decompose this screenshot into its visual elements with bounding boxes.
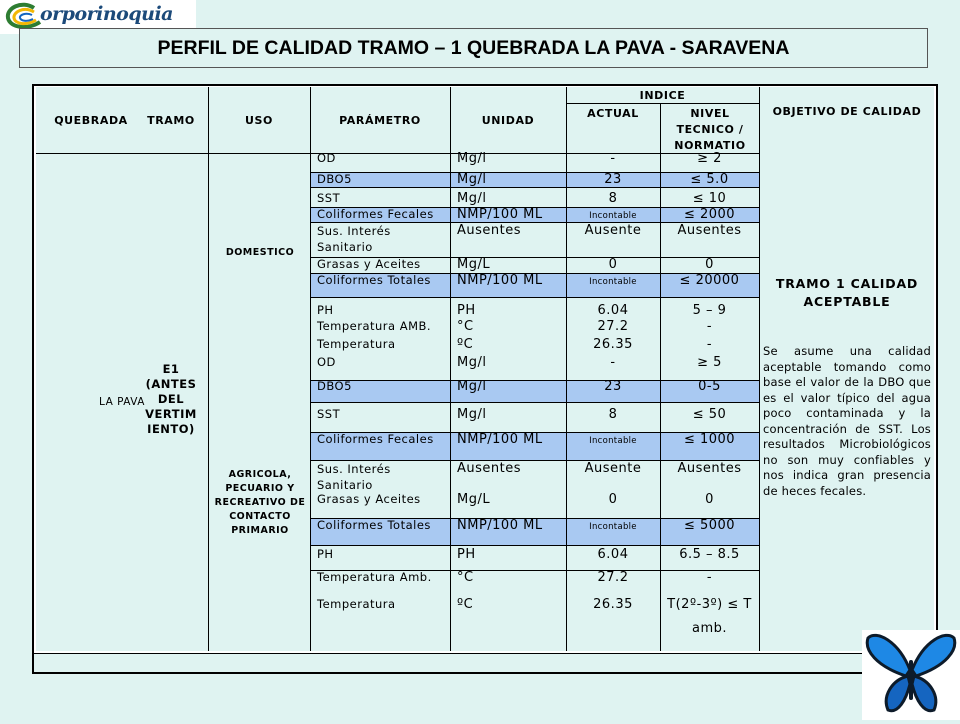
cell-param: Grasas y Aceites [317, 492, 421, 506]
cell-nivel: 0 [705, 492, 714, 507]
cell-unit: Mg/l [457, 151, 487, 166]
cell-unit: PH [457, 547, 476, 562]
cell-nivel: 0-5 [698, 379, 721, 394]
header-nivel: NIVEL TECNICO / NORMATIO [674, 107, 746, 152]
cell-unit: NMP/100 ML [457, 207, 543, 222]
bottom-strip [34, 653, 936, 672]
cell-unit: NMP/100 ML [457, 518, 543, 533]
cell-unit: Mg/l [457, 172, 487, 187]
cell-unit: Ausentes [457, 223, 522, 238]
cell-nivel: 5 – 9 [692, 303, 727, 318]
cell-unit: Mg/L [457, 492, 491, 507]
cell-nivel: ≤ 5000 [683, 518, 736, 533]
cell-param: Grasas y Aceites [317, 257, 421, 271]
cell-param: Coliformes Fecales [317, 432, 434, 446]
cell-actual: 8 [608, 191, 618, 206]
cell-param: Coliformes Totales [317, 518, 431, 532]
header-indice: INDICE [639, 89, 686, 102]
cell-param: Coliformes Totales [317, 273, 431, 287]
cell-unit: Mg/l [457, 379, 487, 394]
cell-actual: 26.35 [593, 337, 633, 352]
cell-actual: Incontable [589, 211, 637, 221]
cell-unit: NMP/100 ML [457, 273, 543, 288]
cell-unit: °C [457, 319, 474, 334]
uso-domestico: DOMESTICO [225, 247, 295, 258]
cell-param: SST [317, 191, 341, 205]
cell-nivel: Ausentes [677, 461, 742, 476]
objetivo-note: Se asume una calidad aceptable tomando como base el valor de la DBO que es el valor típico del agua poco contaminada y la concentración de SST. Los resultados Microbiológicos no son muy confiables y nos indica gran presencia de heces fecales. [763, 344, 931, 498]
header-quebrada: QUEBRADA [54, 114, 128, 127]
cell-param: Temperatura AMB. [317, 319, 432, 333]
quality-table [32, 84, 938, 674]
cell-actual: 0 [608, 492, 618, 507]
cell-unit: Mg/l [457, 355, 487, 370]
cell-actual: Incontable [589, 277, 637, 287]
cell-nivel: ≤ 20000 [679, 273, 740, 288]
cell-nivel: ≥ 2 [697, 151, 722, 166]
cell-actual: 23 [604, 172, 622, 187]
cell-nivel: ≤ 1000 [683, 432, 736, 447]
cell-param: Sus. Interés Sanitario [317, 462, 391, 492]
cell-actual: - [610, 151, 616, 166]
cell-nivel: 0 [705, 257, 714, 272]
objetivo-heading: TRAMO 1 CALIDAD ACEPTABLE [775, 276, 919, 309]
cell-unit: Mg/l [457, 407, 487, 422]
cell-unit: ºC [457, 337, 474, 352]
cell-param: PH [317, 547, 334, 561]
cell-param: DBO5 [317, 172, 352, 186]
cell-actual: 8 [608, 407, 618, 422]
cell-actual: 0 [608, 257, 618, 272]
cell-param: OD [317, 355, 336, 369]
cell-nivel: T(2º-3º) ≤ T amb. [667, 597, 752, 636]
cell-nivel: ≤ 2000 [683, 207, 736, 222]
header-unidad: UNIDAD [481, 114, 535, 127]
tramo-value: E1 (ANTES DEL VERTIM IENTO) [145, 362, 197, 436]
cell-param: Temperatura [317, 597, 396, 611]
cell-param: OD [317, 151, 336, 165]
cell-actual: 23 [604, 379, 622, 394]
header-uso: USO [244, 114, 273, 127]
butterfly-icon [862, 630, 960, 720]
header-parametro: PARÁMETRO [339, 114, 421, 127]
cell-nivel: ≤ 10 [692, 191, 727, 206]
header-actual: ACTUAL [587, 107, 639, 120]
cell-param: Temperatura Amb. [317, 570, 432, 584]
cell-actual: Incontable [589, 522, 637, 532]
cell-actual: 27.2 [597, 319, 629, 334]
page-title: PERFIL DE CALIDAD TRAMO – 1 QUEBRADA LA PAVA - SARAVENA [157, 36, 790, 59]
header-objetivo: OBJETIVO DE CALIDAD [772, 105, 922, 118]
cell-nivel: Ausentes [677, 223, 742, 238]
cell-nivel: - [706, 570, 713, 585]
header-tramo: TRAMO [147, 114, 195, 127]
cell-actual: 6.04 [597, 547, 629, 562]
cell-param: Sus. Interés Sanitario [317, 224, 391, 254]
cell-nivel: 6.5 – 8.5 [679, 547, 740, 562]
cell-unit: NMP/100 ML [457, 432, 543, 447]
cell-nivel: ≤ 50 [692, 407, 727, 422]
cell-actual: Ausente [584, 461, 642, 476]
uso-agricola: AGRICOLA, PECUARIO Y RECREATIVO DE CONTACTO PRIMARIO [214, 469, 306, 536]
cell-actual: 27.2 [597, 570, 629, 585]
cell-unit: Mg/L [457, 257, 491, 272]
cell-actual: Ausente [584, 223, 642, 238]
cell-param: DBO5 [317, 379, 352, 393]
title-box [19, 28, 928, 68]
cell-nivel: - [706, 337, 713, 352]
cell-actual: 26.35 [593, 597, 633, 612]
cell-unit: Ausentes [457, 461, 522, 476]
cell-nivel: ≤ 5.0 [690, 172, 729, 187]
quebrada-value: LA PAVA [99, 396, 145, 408]
cell-actual: - [610, 355, 616, 370]
cell-unit: ºC [457, 597, 474, 612]
cell-param: PH [317, 303, 334, 317]
cell-actual: Incontable [589, 436, 637, 446]
cell-actual: 6.04 [597, 303, 629, 318]
logo-text: orporinoquia [40, 3, 173, 25]
cell-unit: °C [457, 570, 474, 585]
cell-nivel: ≥ 5 [697, 355, 722, 370]
cell-param: Coliformes Fecales [317, 207, 434, 221]
cell-unit: PH [457, 303, 476, 318]
cell-unit: Mg/l [457, 191, 487, 206]
table-grid [36, 87, 934, 651]
cell-param: Temperatura [317, 337, 396, 351]
cell-nivel: - [706, 319, 713, 334]
cell-param: SST [317, 407, 341, 421]
